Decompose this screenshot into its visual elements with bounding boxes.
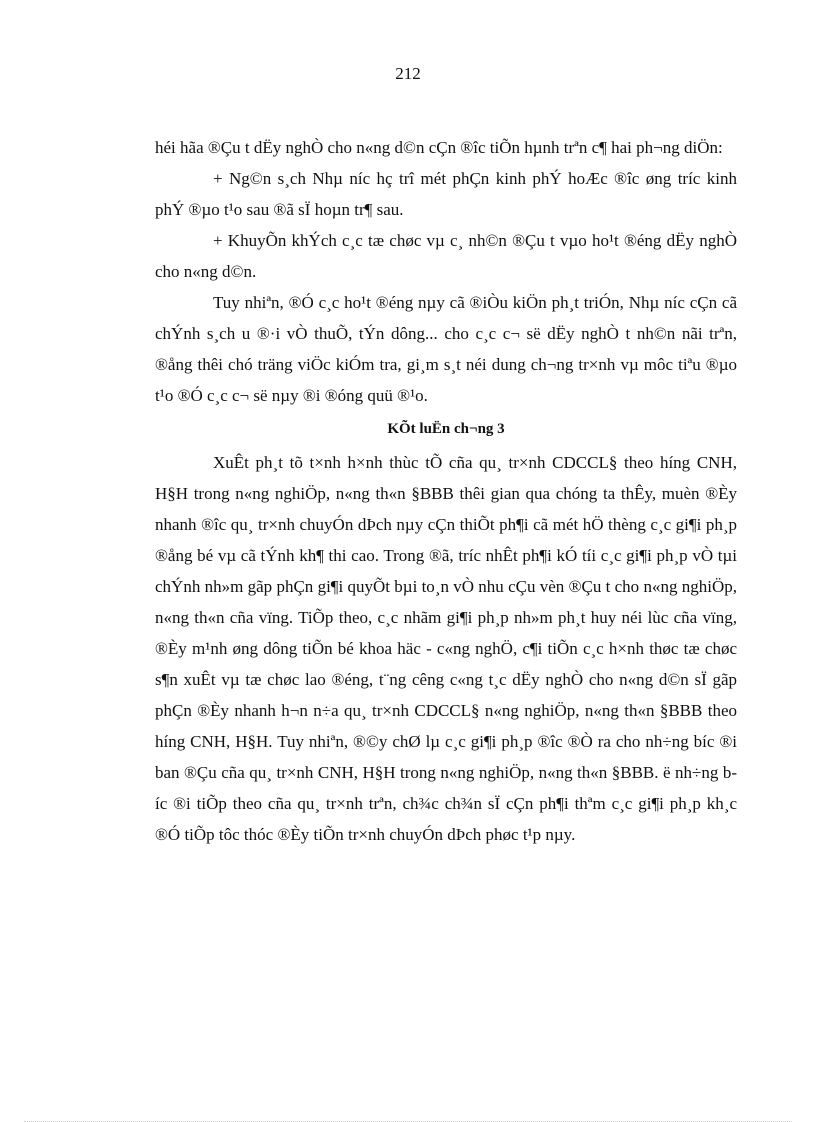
paragraph: + KhuyÕn khÝch c¸c tæ chøc vµ c¸ nh©n ®Çu t vµo ho¹t ®éng dËy nghÒ cho n«ng d©n. <box>155 231 737 281</box>
paragraph: XuÊt ph¸t tõ t×nh h×nh thùc tÕ cña qu¸ tr×nh CDCCL§ theo híng CNH, H§H trong n«ng nghiÖp, n«ng th«n §BBB thêi gian qua chóng ta thÊy, muèn ®Èy nhanh ®îc qu¸ tr×nh chuyÓn dÞch nµy cÇn thiÕt ph¶i cã mét hÖ thèng c¸c gi¶i ph¸p ®ång bé vµ cã tÝnh kh¶ thi cao. Trong ®ã, tríc nhÊt ph¶i kÓ tíi c¸c gi¶i ph¸p vÒ tµi chÝnh nh»m gãp phÇn gi¶i quyÕt bµi to¸n vÒ nhu cÇu vèn ®Çu t cho n«ng nghiÖp, n«ng th«n cña vïng. TiÕp theo, c¸c nhãm gi¶i ph¸p nh»m ph¸t huy néi lùc cña vïng, ®Èy m¹nh øng dông tiÕn bé khoa häc - c«ng nghÖ, c¶i tiÕn c¸c h×nh thøc tæ chøc s¶n xuÊt vµ tæ chøc lao ®éng, t¨ng cêng c«ng t¸c dËy nghÒ cho n«ng d©n sÏ gãp phÇn ®Èy nhanh h¬n n÷a qu¸ tr×nh CDCCL§ n«ng nghiÖp, n«ng th«n §BBB theo híng CNH, H§H. Tuy nhiªn, ®©y chØ lµ c¸c gi¶i ph¸p ®îc ®Ò ra cho nh÷ng bíc ®i ban ®Çu cña qu¸ tr×nh CNH, H§H trong n«ng nghiÖp, n«ng th«n §BBB. ë nh÷ng bíc ®i tiÕp theo cña qu¸ tr×nh trªn, ch¾c ch¾n sÏ cÇn ph¶i thªm c¸c gi¶i ph¸p kh¸c ®Ó tiÕp tôc thóc ®Èy tiÕn tr×nh chuyÓn dÞch phøc t¹p nµy. <box>155 453 737 844</box>
paragraph: Tuy nhiªn, ®Ó c¸c ho¹t ®éng nµy cã ®iÒu kiÖn ph¸t triÓn, Nhµ níc cÇn cã chÝnh s¸ch u ®·i vÒ thuÕ, tÝn dông... cho c¸c c¬ së dËy nghÒ t nh©n nãi trªn, ®ång thêi chó träng viÖc kiÓm tra, gi¸m s¸t néi dung ch¬ng tr×nh vµ môc tiªu ®µo t¹o ®Ó c¸c c¬ së nµy ®i ®óng quü ®¹o. <box>155 293 737 405</box>
page-number: 212 <box>395 64 421 83</box>
document-body <box>155 132 737 850</box>
page-bottom-rule <box>24 1121 792 1122</box>
section-heading: KÕt luËn ch¬ng 3 <box>387 421 505 437</box>
paragraph: + Ng©n s¸ch Nhµ níc hç trî mét phÇn kinh phÝ hoÆc ®îc øng tríc kinh phÝ ®µo t¹o sau ®ã sÏ hoµn tr¶ sau. <box>155 169 737 219</box>
paragraph: héi hãa ®Çu t dËy nghÒ cho n«ng d©n cÇn ®îc tiÕn hµnh trªn c¶ hai ph¬ng diÖn: <box>155 138 723 157</box>
